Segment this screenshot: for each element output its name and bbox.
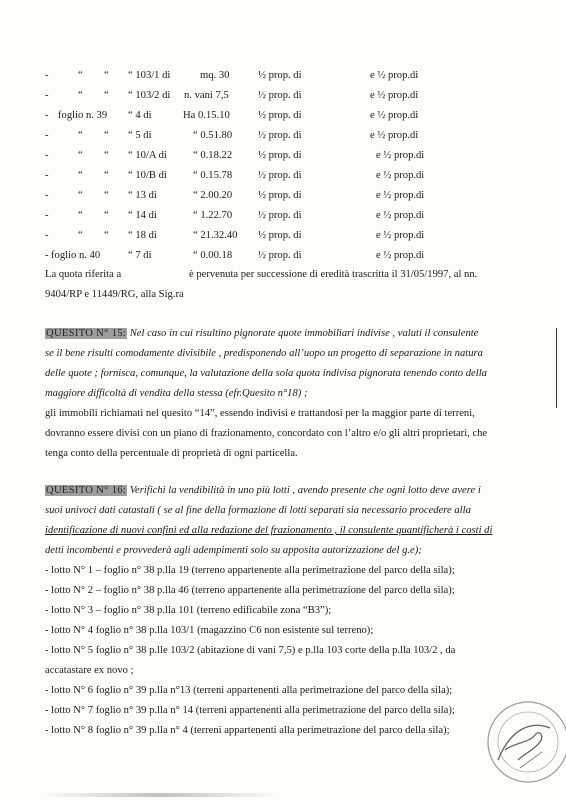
margin-rule [556,328,557,408]
table-cell: “ 103/2 di [128,90,171,101]
provenance-text: 9404/RP e 11449/RG, alla Sig.ra [45,289,184,300]
table-cell: “ 18 di [128,230,157,241]
table-cell: Ha 0.15.10 [183,110,230,121]
provenance-text: La quota riferita a [45,269,122,280]
seal-stamp-icon [470,690,566,790]
quesito-15-line [45,327,478,340]
table-cell: “ 0.15.78 [193,170,233,181]
table-cell: e ½ prop.di [370,110,419,121]
table-cell: “ [104,170,109,181]
quesito-16-tag: QUESITO N° 16: [46,485,127,496]
table-cell: foglio n. 39 [58,110,108,121]
lot-item: - lotto N° 5 foglio n° 38 p.lle 103/2 (abitazione di vani 7,5) e p.lla 103 corte della p.lla 103/2 , da [45,645,456,656]
table-cell: ½ prop. di [258,110,302,121]
lot-item: - lotto N° 2 – foglio n° 38 p.lla 46 (terreno appartenente alla perimetrazione del parco della sila); [45,585,455,596]
table-cell: - [45,90,49,101]
table-cell: - [45,130,49,141]
table-cell: e ½ prop.di [376,230,425,241]
table-cell: - [45,210,49,221]
table-cell: “ 0.51.80 [193,130,233,141]
table-cell: - [45,110,49,121]
table-cell: “ [104,150,109,161]
table-cell: “ 1.22.70 [193,210,233,221]
table-cell: “ [78,170,83,181]
table-cell: ½ prop. di [258,130,302,141]
table-cell: “ [104,70,109,81]
table-cell: “ [78,150,83,161]
table-cell: “ 4 di [128,110,152,121]
table-cell: “ 14 di [128,210,157,221]
table-cell: e ½ prop.di [370,70,419,81]
quesito-15-answer: tenga conto della percentuale di proprietà di ogni particella. [45,448,298,459]
table-cell: - [45,230,49,241]
table-cell: “ [78,230,83,241]
quesito-16-line [45,484,481,497]
table-cell: “ [78,70,83,81]
table-cell: e ½ prop.di [376,210,425,221]
table-cell: “ 7 di [128,250,152,261]
quesito-16-text: Verifichi la vendibilità in uno più lotti , avendo presente che ogni lotto deve avere i [129,485,481,496]
table-cell: “ [104,90,109,101]
table-cell: foglio n. 40 [51,250,101,261]
table-cell: “ 10/B di [128,170,167,181]
table-cell: - [45,250,49,261]
table-cell: - [45,70,49,81]
table-cell: ½ prop. di [258,250,302,261]
table-cell: - [45,190,49,201]
table-cell: “ 0.18.22 [193,150,233,161]
quesito-16-line: suoi univoci dati catastali ( se al fine della formazione di lotti separati sia necessario procedere alla [45,505,471,516]
quesito-16-line: identificazione di nuovi confini ed alla redazione del frazionamento , il consulente quantificherà i costi di [45,525,493,536]
table-cell: e ½ prop.di [370,130,419,141]
table-cell: “ [78,90,83,101]
table-cell: - [45,170,49,181]
table-cell: e ½ prop.di [376,170,425,181]
table-cell: “ 13 di [128,190,157,201]
quesito-15-text: Nel caso in cui risultino pignorate quote immobiliari indivise , valuti il consulente [129,328,479,339]
table-cell: “ 2.00.20 [193,190,233,201]
table-cell: “ 10/A di [128,150,167,161]
lot-item: - lotto N° 3 – foglio n° 38 p.lla 101 (terreno edificabile zona “B3”); [45,605,332,616]
lot-item: - lotto N° 8 foglio n° 39 p.lla n° 4 (terreni appartenenti alla perimetrazione del parco della sila); [45,725,450,736]
lot-item: accatastare ex novo ; [45,665,134,676]
table-cell: “ 103/1 di [128,70,171,81]
quesito-15-line: delle quote ; fornisca, comunque, la valutazione della sola quota indivisa pignorata tenendo conto della [45,368,487,379]
table-cell: ½ prop. di [258,90,302,101]
table-cell: n. vani 7,5 [184,90,229,101]
quesito-15-tag: QUESITO N° 15: [46,328,127,339]
lot-item: - lotto N° 4 foglio n° 38 p.lla 103/1 (magazzino C6 non esistente sul terreno); [45,625,374,636]
quesito-15-line: se il bene risulti comodamente divisibile , predisponendo all’uopo un progetto di separazione in natura [45,348,483,359]
table-cell: “ [104,230,109,241]
quesito-16-line: detti incombenti e provvederà agli adempimenti solo su apposita autorizzazione del g.e); [45,545,422,556]
table-cell: “ 5 di [128,130,152,141]
table-cell: ½ prop. di [258,150,302,161]
table-cell: ½ prop. di [258,170,302,181]
table-cell: “ 0.00.18 [193,250,233,261]
table-cell: ½ prop. di [258,190,302,201]
quesito-15-answer: dovranno essere divisi con un piano di frazionamento, concordato con l’altro e/o gli altri proprietari, che [45,428,488,439]
quesito-15-answer: gli immobili richiamati nel quesito “14”, essendo indivisi e trattandosi per la maggior parte di terreni, [45,408,475,419]
table-cell: “ [104,190,109,201]
table-cell: e ½ prop.di [376,190,425,201]
lot-item: - lotto N° 1 – foglio n° 38 p.lla 19 (terreno appartenente alla perimetrazione del parco della sila); [45,565,455,576]
table-cell: “ 21.32.40 [193,230,238,241]
lot-item: - lotto N° 6 foglio n° 39 p.lla n°13 (terreni appartenenti alla perimetrazione del parco della sila); [45,685,453,696]
table-cell: “ [78,210,83,221]
table-cell: e ½ prop.di [376,150,425,161]
table-cell: “ [104,210,109,221]
scan-artifact [40,793,280,797]
table-cell: “ [78,130,83,141]
table-cell: e ½ prop.di [376,250,425,261]
table-cell: “ [78,190,83,201]
provenance-text: è pervenuta per successione di eredità trascritta il 31/05/1997, al nn. [189,269,478,280]
table-cell: ½ prop. di [258,210,302,221]
table-cell: e ½ prop.di [370,90,419,101]
table-cell: ½ prop. di [258,230,302,241]
lot-item: - lotto N° 7 foglio n° 39 p.lla n° 14 (terreni appartenenti alla perimetrazione del parco della sila); [45,705,455,716]
quesito-15-line: maggiore difficoltà di vendita della stessa (efr.Quesito n°18) ; [45,388,308,399]
table-cell: - [45,150,49,161]
table-cell: mq. 30 [200,70,230,81]
table-cell: “ [104,130,109,141]
table-cell: ½ prop. di [258,70,302,81]
